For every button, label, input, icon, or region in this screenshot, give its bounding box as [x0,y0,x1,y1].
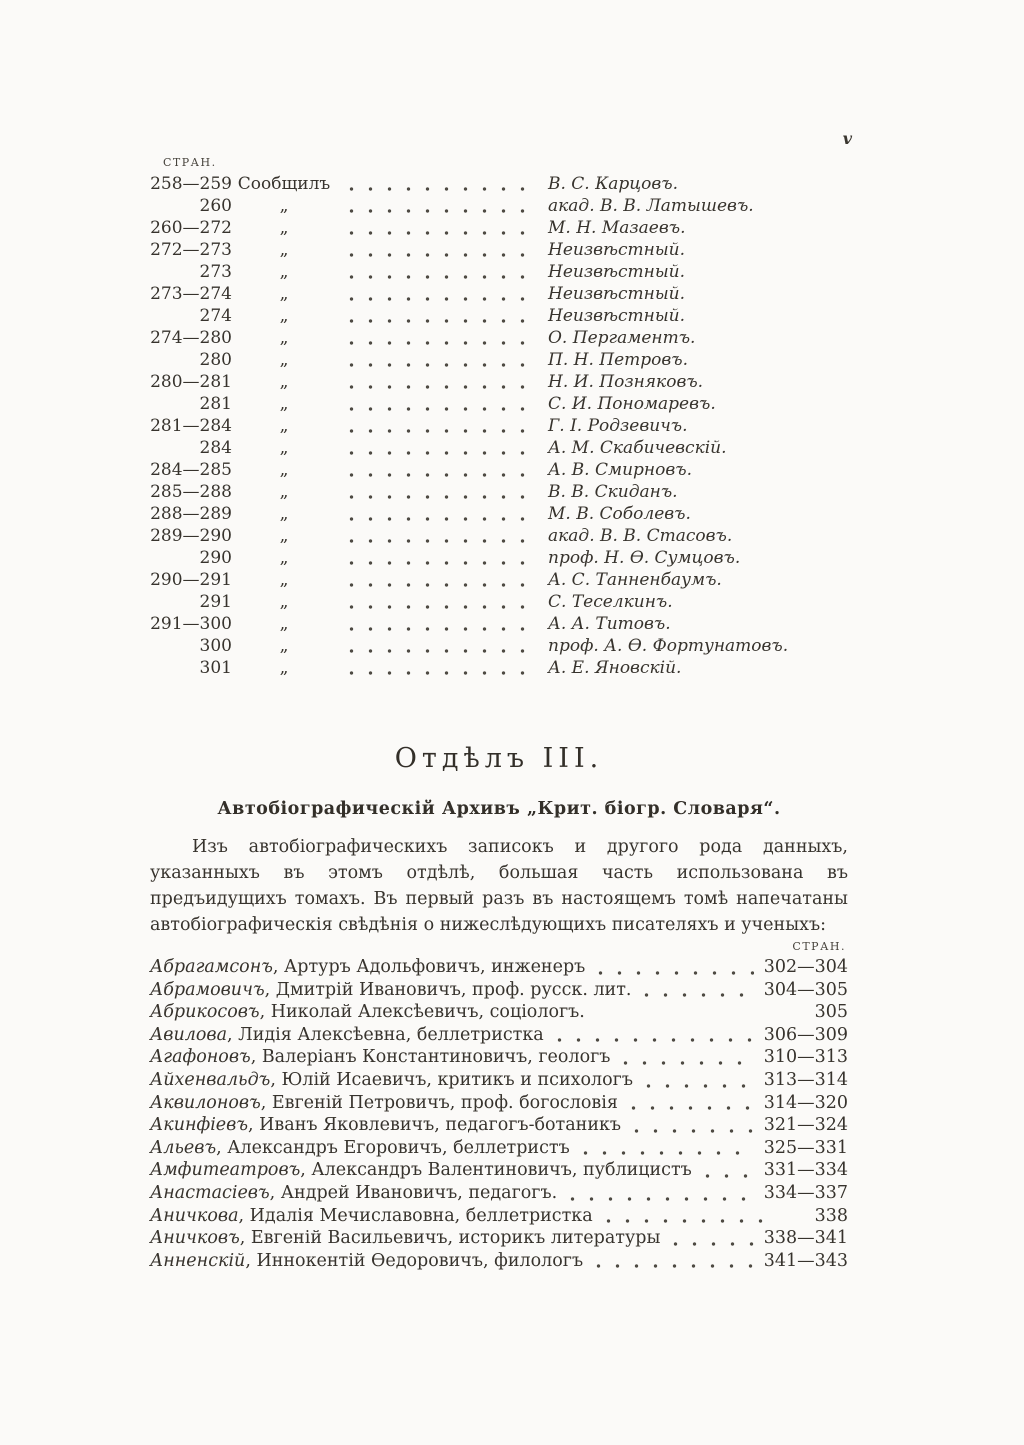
pages-column-header-section: СТРАН. [792,940,846,953]
contributor-name: С. И. Пономаревъ. [548,394,716,414]
contributor-name: Неизвѣстный. [548,284,686,304]
contributor-label: „ [279,504,289,524]
contributor-pages: 273—274 [150,284,232,304]
author-row [150,1047,848,1070]
dot-leader [340,570,538,592]
contributor-pages: 289—290 [150,526,232,546]
contributor-pages: 260—272 [150,218,232,238]
contributor-label: „ [279,592,289,612]
contributor-label: „ [279,306,289,326]
contributor-label: „ [279,658,289,678]
contributor-label: „ [279,636,289,656]
dot-leader [340,196,538,218]
contributor-name: С. Теселкинъ. [548,592,673,612]
author-entry [150,1183,557,1203]
page-content [150,156,848,1273]
author-entry [150,1002,585,1022]
contributor-name: А. Е. Яновскій. [548,658,682,678]
contributor-pages: 290—291 [150,570,232,590]
dot-leader [340,482,538,504]
author-description: , Александръ Егоровичъ, беллетристъ [216,1137,570,1158]
contributor-row [150,438,848,460]
author-row [150,1138,848,1161]
contributor-name: П. Н. Петровъ. [548,350,689,370]
contributor-row [150,636,848,658]
author-pages: 306—309 [763,1024,848,1045]
author-pages: 338—341 [763,1228,848,1249]
dot-leader [340,284,538,306]
contributor-label: „ [279,218,289,238]
author-entry [150,1251,583,1271]
dot-leader [340,394,538,416]
dot-leader [340,306,538,328]
contributor-name: А. С. Танненбаумъ. [548,570,722,590]
author-surname: Аничковъ [150,1228,240,1249]
author-entry [150,1138,570,1158]
author-row [150,1025,848,1048]
dot-leader [340,614,538,636]
dot-leader [340,240,538,262]
contributor-row [150,658,848,680]
author-surname: Акинфіевъ [150,1115,249,1136]
contributor-pages: 274—280 [150,328,232,348]
dot-leader [622,1093,754,1116]
author-pages: 331—334 [763,1160,848,1181]
author-entry [150,1206,593,1226]
contributor-pages: 290 [199,548,232,568]
dot-leader [340,174,538,196]
author-entry [150,1070,633,1090]
contributor-label: „ [279,196,289,216]
dot-leader [340,548,538,570]
author-description: , Дмитрій Ивановичъ, проф. русск. лит. [264,979,632,1000]
dot-leader [340,328,538,350]
dot-leader [635,980,753,1003]
author-description: , Лидія Алексѣевна, беллетристка [227,1024,544,1045]
contributor-row [150,372,848,394]
contributor-label: „ [279,548,289,568]
contributor-name: А. М. Скабичевскій. [548,438,727,458]
author-row [150,980,848,1003]
contributor-pages: 281—284 [150,416,232,436]
contributor-row [150,482,848,504]
author-description: , Александръ Валентиновичъ, публицистъ [300,1160,692,1181]
dot-leader [340,592,538,614]
dot-leader [589,957,753,980]
contributor-name: Неизвѣстный. [548,262,686,282]
contributor-name: А. А. Титовъ. [548,614,671,634]
dot-leader [561,1183,754,1206]
dot-leader [340,438,538,460]
author-entry [150,1160,692,1180]
contributor-pages: 274 [199,306,232,326]
contributor-row [150,306,848,328]
author-surname: Авилова [150,1024,228,1045]
author-description: , Евгеній Васильевичъ, историкъ литературы [239,1228,661,1249]
contributor-row [150,240,848,262]
contributor-row [150,526,848,548]
author-entry [150,1025,544,1045]
author-pages: 302—304 [763,957,848,977]
contributor-row [150,350,848,372]
author-surname: Абрамовичъ [150,979,265,1000]
contributor-name: акад. В. В. Латышевъ. [548,196,754,216]
author-description: , Валеріанъ Константиновичъ, геологъ [250,1047,611,1068]
contributor-row [150,284,848,306]
contributor-name: проф. А. Ѳ. Фортунатовъ. [548,636,789,656]
contributor-label: „ [279,570,289,590]
author-pages: 314—320 [763,1092,848,1113]
contributor-pages: 291—300 [150,614,232,634]
author-row [150,1160,848,1183]
author-row [150,1070,848,1093]
author-entry [150,1093,618,1113]
dot-leader [340,218,538,240]
contributor-row [150,262,848,284]
contributor-name: О. Пергаментъ. [548,328,696,348]
author-description: , Андрей Ивановичъ, педагогъ. [269,1182,558,1203]
author-description: , Идалія Мечиславовна, беллетристка [238,1205,593,1226]
contributor-label: „ [279,262,289,282]
contributor-name: Неизвѣстный. [548,306,686,326]
contributor-label: „ [279,416,289,436]
contributor-label: „ [279,482,289,502]
pages-column-header-top: СТРАН. [163,156,217,169]
author-pages: 310—313 [763,1047,848,1068]
contributor-pages: 301 [199,658,232,678]
contributor-row [150,218,848,240]
contributor-label: „ [279,394,289,414]
author-pages: 334—337 [763,1182,848,1203]
author-surname: Амфитеатровъ [150,1160,301,1181]
contributor-name: Г. І. Родзевичъ. [548,416,688,436]
author-description: , Николай Алексѣевичъ, соціологъ. [259,1002,585,1023]
dot-leader [340,504,538,526]
contributor-pages: 272—273 [150,240,232,260]
author-row [150,1115,848,1138]
author-description: , Евгеній Петровичъ, проф. богословія [260,1092,618,1113]
contributor-row [150,196,848,218]
contributor-pages: 258—259 [150,174,232,194]
contributor-row [150,460,848,482]
intro-paragraph: Изъ автобіографическихъ записокъ и другого рода данныхъ, указанныхъ въ этомъ отдѣлѣ, большая часть использована въ предъидущихъ томахъ. Въ первый разъ въ настоящемъ томѣ напечатаны автобіографическія свѣдѣнія о нижеслѣдующихъ писателяхъ и ученыхъ: [150,837,848,935]
author-description: , Артуръ Адольфовичъ, инженеръ [272,957,586,977]
dot-leader [637,1070,754,1093]
contributors-list [150,174,848,680]
dot-leader [340,636,538,658]
contributor-label: „ [279,350,289,370]
dot-leader [587,1251,754,1274]
dot-leader [589,1002,768,1025]
contributor-row [150,592,848,614]
contributor-pages: 285—288 [150,482,232,502]
dot-leader [340,460,538,482]
contributor-name: М. В. Соболевъ. [548,504,691,524]
author-entry [150,1228,660,1248]
contributor-row [150,174,848,196]
dot-leader [340,350,538,372]
author-row [150,957,848,980]
dot-leader [340,372,538,394]
author-surname: Альевъ [150,1137,217,1158]
contributor-name: В. В. Скиданъ. [548,482,678,502]
author-entry [150,957,585,977]
contributor-name: Н. И. Позняковъ. [548,372,704,392]
page-number: v [842,129,852,148]
contributor-row [150,504,848,526]
author-entry [150,980,631,1000]
contributor-name: акад. В. В. Стасовъ. [548,526,733,546]
contributor-pages: 288—289 [150,504,232,524]
section-subtitle: Автобіографическій Архивъ „Крит. біогр. Словаря“. [217,799,781,819]
contributor-pages: 280—281 [150,372,232,392]
author-pages: 341—343 [763,1250,848,1271]
dot-leader [340,526,538,548]
contributor-label: „ [279,526,289,546]
contributor-pages: 300 [199,636,232,656]
dot-leader [340,416,538,438]
contributor-label: „ [279,372,289,392]
contributor-pages: 273 [199,262,232,282]
author-row [150,1228,848,1251]
contributor-label: „ [279,284,289,304]
contributor-name: М. Н. Мазаевъ. [548,218,686,238]
author-surname: Аквилоновъ [150,1092,261,1113]
author-pages: 338 [814,1205,848,1226]
contributor-label: „ [279,460,289,480]
contributor-row [150,416,848,438]
contributor-pages: 291 [199,592,232,612]
dot-leader [614,1047,753,1070]
dot-leader [340,262,538,284]
contributor-label: „ [279,614,289,634]
dot-leader [574,1138,754,1161]
contributor-pages: 284 [199,438,232,458]
dot-leader [597,1206,768,1229]
author-pages: 305 [814,1002,848,1023]
author-pages: 321—324 [763,1115,848,1136]
contributor-pages: 281 [199,394,232,414]
section-title: Отдѣлъ III. [394,743,604,774]
author-description: , Иванъ Яковлевичъ, педагогъ-ботаникъ [248,1115,622,1136]
dot-leader [696,1160,754,1183]
contributor-label: „ [279,328,289,348]
author-surname: Анненскій [150,1250,246,1271]
dot-leader [340,658,538,680]
contributor-pages: 280 [199,350,232,370]
contributor-name: В. С. Карцовъ. [548,174,679,194]
author-surname: Абрагамсонъ [150,957,273,977]
contributor-row [150,548,848,570]
author-entry [150,1047,610,1067]
author-entry [150,1115,621,1135]
contributor-row [150,614,848,636]
contributor-label: „ [279,438,289,458]
contributor-row [150,394,848,416]
author-row [150,1206,848,1229]
contributor-label: „ [279,240,289,260]
contributor-name: проф. Н. Ѳ. Сумцовъ. [548,548,741,568]
dot-leader [664,1228,753,1251]
author-description: , Юлій Исаевичъ, критикъ и психологъ [270,1069,633,1090]
author-surname: Анастасіевъ [150,1182,270,1203]
contributor-pages: 284—285 [150,460,232,480]
author-description: , Иннокентій Ѳедоровичъ, филологъ [245,1250,584,1271]
dot-leader [625,1115,754,1138]
contributor-row [150,570,848,592]
contributor-label: Сообщилъ [237,174,331,194]
author-pages: 325—331 [763,1137,848,1158]
author-surname: Аничкова [150,1205,239,1226]
contributor-row [150,328,848,350]
author-pages: 313—314 [763,1069,848,1090]
authors-list [150,957,848,1273]
author-row [150,1183,848,1206]
contributor-pages: 260 [199,196,232,216]
contributor-name: А. В. Смирновъ. [548,460,692,480]
contributor-name: Неизвѣстный. [548,240,686,260]
author-pages: 304—305 [763,979,848,1000]
author-row [150,1093,848,1116]
author-surname: Агафоновъ [150,1047,251,1068]
author-surname: Айхенвальдъ [150,1069,271,1090]
dot-leader [548,1025,754,1048]
author-row [150,1251,848,1274]
author-row [150,1002,848,1025]
author-surname: Абрикосовъ [150,1002,260,1023]
